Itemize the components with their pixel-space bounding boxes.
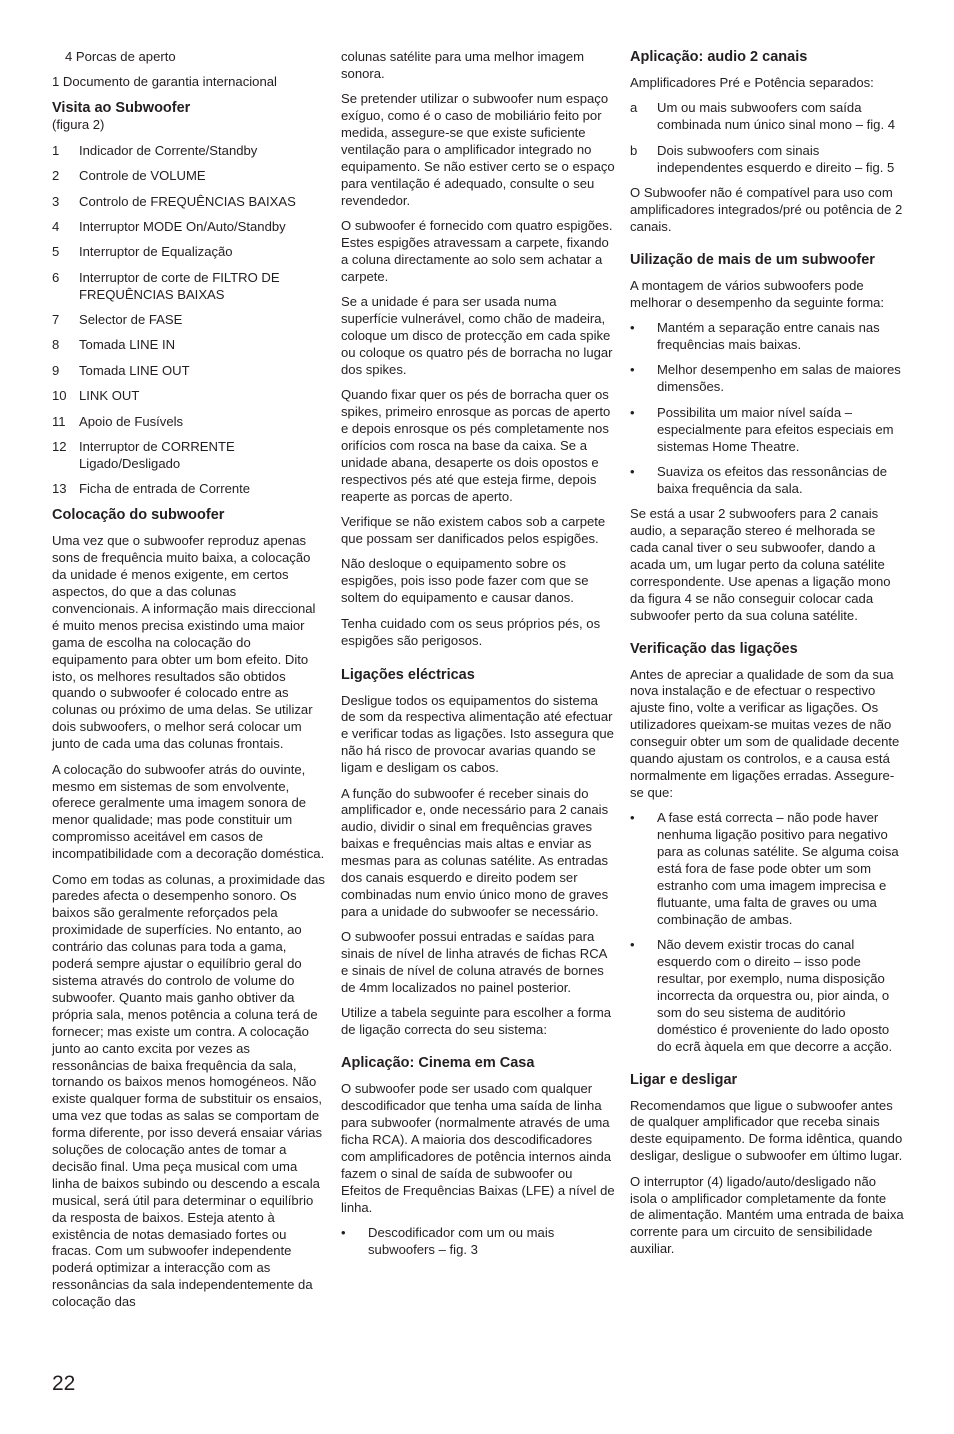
section-heading: Aplicação: Cinema em Casa — [341, 1055, 535, 1072]
list-item-text: Tomada LINE OUT — [79, 362, 190, 378]
section-heading: Ligações eléctricas — [341, 666, 475, 683]
bullet-marker: • — [630, 362, 635, 378]
list-item — [52, 414, 326, 431]
section-heading: Visita ao Subwoofer — [52, 100, 191, 117]
paragraph: Recomendamos que ligue o subwoofer antes de qualquer amplificador que receba sinais deste equipamento. De forma idêntica, quando desligar, desligue o subwoofer em último lugar. — [630, 1097, 903, 1164]
list-item — [52, 244, 326, 261]
section-heading: Verificação das ligações — [630, 640, 798, 657]
paragraph: Não desloque o equipamento sobre os espigões, pois isso pode fazer com que se soltem do equipamento e causar danos. — [341, 556, 589, 606]
list-item — [52, 439, 326, 473]
list-marker: a — [630, 100, 638, 116]
list-item-text: Dois subwoofers com sinais independentes esquerdo e direito – fig. 5 — [657, 142, 895, 175]
list-item — [52, 194, 326, 211]
list-item-text: Selector de FASE — [79, 312, 183, 328]
list-item-text: Controlo de FREQUÊNCIAS BAIXAS — [79, 193, 296, 209]
paragraph: Desligue todos os equipamentos do sistema de som da respectiva alimentação até efectuar e verificar todas as ligações. Isto assegura que não há risco de provocar avarias quando se ligam e desligam os cabos. — [341, 692, 614, 776]
paragraph: Uma vez que o subwoofer reproduz apenas sons de frequência muito baixa, a colocação da unidade é menos exigente, em certos aspectos, do que a das colunas convencionais. A informação mais direccional é muito menos precisa existindo uma maior gama de escolha na colocação do equipamento para obter um bom efeito. Dito isto, os melhores resultados são obtidos quando o subwoofer é colocado entre as colunas ou próximo de uma delas. Se utilizar dois subwoofers, o melhor será colocar um junto de cada uma das colunas frontais. — [52, 533, 316, 752]
list-item — [52, 270, 326, 304]
list-number: 2 — [52, 168, 60, 184]
section-heading: Aplicação: audio 2 canais — [630, 49, 808, 65]
list-item-text: Melhor desempenho em salas de maiores dimensões. — [657, 362, 901, 395]
list-item-text: Um ou mais subwoofers com saída combinada num único sinal mono – fig. 4 — [657, 100, 896, 133]
paragraph: Se está a usar 2 subwoofers para 2 canais audio, a separação stereo é melhorada se cada canal tiver o seu subwoofer, dando a acada um, um lugar perto da coluna satélite correspondente. Use apenas a ligação mono da figura 4 se não conseguir colocar cada subwoofer perto da sua coluna satélite. — [630, 506, 891, 623]
list-number: 7 — [52, 312, 60, 328]
list-number: 5 — [52, 244, 60, 260]
list-item-text: Interruptor de CORRENTE Ligado/Desligado — [79, 439, 235, 471]
paragraph: Antes de apreciar a qualidade de som da sua nova instalação e de efectuar o respectivo ajuste fino, volte a verificar as ligações. Os utilizadores queixam-se muitas vezes de não conseguir obter um som de qualidade decente quando ajustam os controlos, e a causa está normalmente em ligações erradas. Assegure-se que: — [630, 666, 900, 800]
list-item — [52, 481, 326, 498]
list-item — [630, 100, 904, 134]
paragraph: Se a unidade é para ser usada numa superfície vulnerável, como chão de madeira, coloque um disco de protecção em cada spike ou coloque os quatro pés de borracha no lugar dos spikes. — [341, 294, 613, 377]
list-item — [52, 337, 326, 354]
intro-line: 4 Porcas de aperto — [65, 49, 176, 64]
intro-line: 1 Documento de garantia internacional — [52, 74, 277, 90]
page-number: 22 — [52, 1372, 76, 1395]
list-number: 6 — [52, 269, 60, 285]
list-number: 9 — [52, 362, 60, 378]
paragraph: A montagem de vários subwoofers pode melhorar o desempenho da seguinte forma: — [630, 277, 885, 310]
list-item — [52, 363, 326, 380]
figure-reference: (figura 2) — [52, 117, 105, 133]
section-heading: Colocação do subwoofer — [52, 507, 225, 524]
bullet-marker: • — [630, 810, 635, 826]
paragraph: A função do subwoofer é receber sinais do amplificador e, onde necessário para 2 canais audio, dividir o sinal em frequências graves baixas e frequências mais altas e enviar as mesmas para as colunas satélite. As entradas dos canais esquerdo e direito podem ser combinadas num envio único mono de graves para a unidade do subwoofer se necessário. — [341, 785, 609, 919]
paragraph: O subwoofer possui entradas e saídas para sinais de nível de linha através de fichas RCA e sinais de nível de coluna através de bornes de 4mm localizados no painel posterior. — [341, 929, 607, 995]
list-item-text: Controle de VOLUME — [79, 168, 206, 184]
list-item — [341, 1225, 615, 1259]
list-item — [630, 810, 904, 928]
list-marker: b — [630, 142, 638, 158]
paragraph: O interruptor (4) ligado/auto/desligado não isola o amplificador completamente da fonte de alimentação. Mantém uma entrada de baixa corrente para um circuito de sensibilidade auxiliar. — [630, 1173, 904, 1257]
list-item — [630, 405, 904, 456]
column-left — [52, 49, 326, 1320]
column-right — [630, 49, 904, 1267]
bullet-marker: • — [630, 404, 635, 420]
list-item — [52, 388, 326, 405]
paragraph: O Subwoofer não é compatível para uso com amplificadores integrados/pré ou potência de 2 canais. — [630, 185, 903, 234]
list-item-text: Interruptor MODE On/Auto/Standby — [79, 218, 286, 234]
bullet-marker: • — [630, 937, 635, 953]
list-item — [52, 143, 326, 160]
paragraph: O subwoofer pode ser usado com qualquer descodificador que tenha uma saída de linha para subwoofer (normalmente através de uma ficha RCA). A maioria dos descodificadores com amplificadores de potência internos ainda fazem o sinal de saída de subwoofer ou Efeitos de Frequências Baixas (LFE) a nível de linha. — [341, 1081, 615, 1215]
list-item-text: A fase está correcta – não pode haver nenhuma ligação positivo para negativo para as colunas satélite. Se alguma coisa está fora de fase pode obter um som estranho com uma imagem imprecisa e flutuante, uma falta de graves ou uma combinação de ambas. — [657, 810, 899, 927]
list-number: 11 — [52, 413, 66, 429]
list-item-text: Descodificador com um ou mais subwoofers – fig. 3 — [368, 1224, 555, 1257]
paragraph: Utilize a tabela seguinte para escolher a forma de ligação correcta do seu sistema: — [341, 1005, 612, 1038]
list-item-text: Tomada LINE IN — [79, 337, 176, 353]
list-item-text: Mantém a separação entre canais nas frequências mais baixas. — [657, 320, 880, 352]
list-item-text: Não devem existir trocas do canal esquerdo com o direito – isso pode resultar, por exemplo, numa disposição incorrecta da orquestra ou, pior ainda, o som do seu sistema de auditório doméstico é proveniente do lado oposto do ecrã àquela em que decorre a acção. — [657, 937, 893, 1054]
column-middle — [341, 49, 615, 1267]
list-item-text: Interruptor de corte de FILTRO DE FREQUÊNCIAS BAIXAS — [79, 269, 280, 302]
list-number: 3 — [52, 193, 60, 209]
list-item — [52, 312, 326, 329]
list-item — [630, 362, 904, 396]
list-item — [630, 937, 904, 1055]
paragraph: Verifique se não existem cabos sob a carpete que possam ser danificados pelos espigões. — [341, 514, 606, 547]
list-number: 8 — [52, 337, 60, 353]
paragraph: O subwoofer é fornecido com quatro espigões. Estes espigões atravessam a carpete, fixando a coluna directamente ao solo sem achatar a carpete. — [341, 218, 613, 284]
list-item-text: Possibilita um maior nível saída – especialmente para efeitos especiais em sistemas Home Theatre. — [657, 404, 894, 454]
section-heading: Ligar e desligar — [630, 1071, 738, 1088]
list-item-text: Interruptor de Equalização — [79, 244, 233, 260]
list-number: 13 — [52, 481, 67, 497]
list-item-text: Indicador de Corrente/Standby — [79, 142, 258, 158]
paragraph: Se pretender utilizar o subwoofer num espaço exíguo, como é o caso de mobiliário feito por medida, assegure-se que existe suficiente ventilação para o amplificador integrado no equipamento. Se não estiver certo se o espaço para ventilação é adequado, consulte o seu revendedor. — [341, 91, 615, 208]
list-item — [52, 168, 326, 185]
list-item — [52, 219, 326, 236]
paragraph: Como em todas as colunas, a proximidade das paredes afecta o desempenho sonoro. Os baixos são geralmente reforçados pela proximidade de superfícies. No entanto, ao contrário das colunas para toda a gama, poderá sempre ajustar o equilíbrio geral do sistema através do controlo de volume do subwoofer. Quanto mais ganho obtiver da própria sala, menos potência a coluna terá de fornecer; mas existe um contra. A colocação junto ao canto excita por vezes as ressonâncias de baixa frequência da sala, tornando os baixos menos homogéneos. Não existe qualquer forma de substituir os ensaios, uma vez que todas as salas se comportam de forma diferente, por isso deverá ensaiar várias soluções de colocação antes de tomar a decisão final. Uma peça musical com uma linha de baixos subindo ou descendo a escala musical, será útil para determinar o equilíbrio da resposta de baixos. Esteja atento à existência de notas demasiado fortes ou fracas. Com um subwoofer independente poderá optimizar a interacção com as ressonâncias da sala independentemente da colocação das — [52, 871, 325, 1310]
paragraph: A colocação do subwoofer atrás do ouvinte, mesmo em sistemas de som envolvente, oferece geralmente uma imagem sonora de menor qualidade; mas pode constituir um compromisso aceitável em casos de incompatibilidade com a decoração doméstica. — [52, 761, 325, 862]
list-item-text: LINK OUT — [79, 388, 140, 404]
list-number: 1 — [52, 142, 60, 158]
list-item — [630, 143, 904, 177]
paragraph: Amplificadores Pré e Potência separados: — [630, 75, 874, 90]
list-item-text: Ficha de entrada de Corrente — [79, 481, 251, 497]
paragraph: colunas satélite para uma melhor imagem sonora. — [341, 49, 585, 81]
list-item-text: Suaviza os efeitos das ressonâncias de baixa frequência da sala. — [657, 463, 888, 496]
list-number: 4 — [52, 218, 60, 234]
bullet-marker: • — [630, 320, 635, 336]
list-item-text: Apoio de Fusívels — [79, 413, 184, 429]
section-heading: Uilização de mais de um subwoofer — [630, 251, 875, 268]
component-list — [52, 143, 326, 499]
list-item — [630, 464, 904, 498]
list-number: 10 — [52, 388, 67, 404]
bullet-marker: • — [341, 1224, 346, 1240]
list-item — [630, 320, 904, 354]
paragraph: Quando fixar quer os pés de borracha quer os spikes, primeiro enrosque as porcas de aperto e depois enrosque os pés completamente nos orifícios com rosca na base da caixa. Se a unidade abana, desaperte os dois opostos e respectivos pés até que esteja firme, depois reaperte as porcas de aperto. — [341, 387, 611, 504]
paragraph: Tenha cuidado com os seus próprios pés, os espigões são perigosos. — [341, 615, 601, 648]
bullet-marker: • — [630, 463, 635, 479]
list-number: 12 — [52, 439, 67, 455]
